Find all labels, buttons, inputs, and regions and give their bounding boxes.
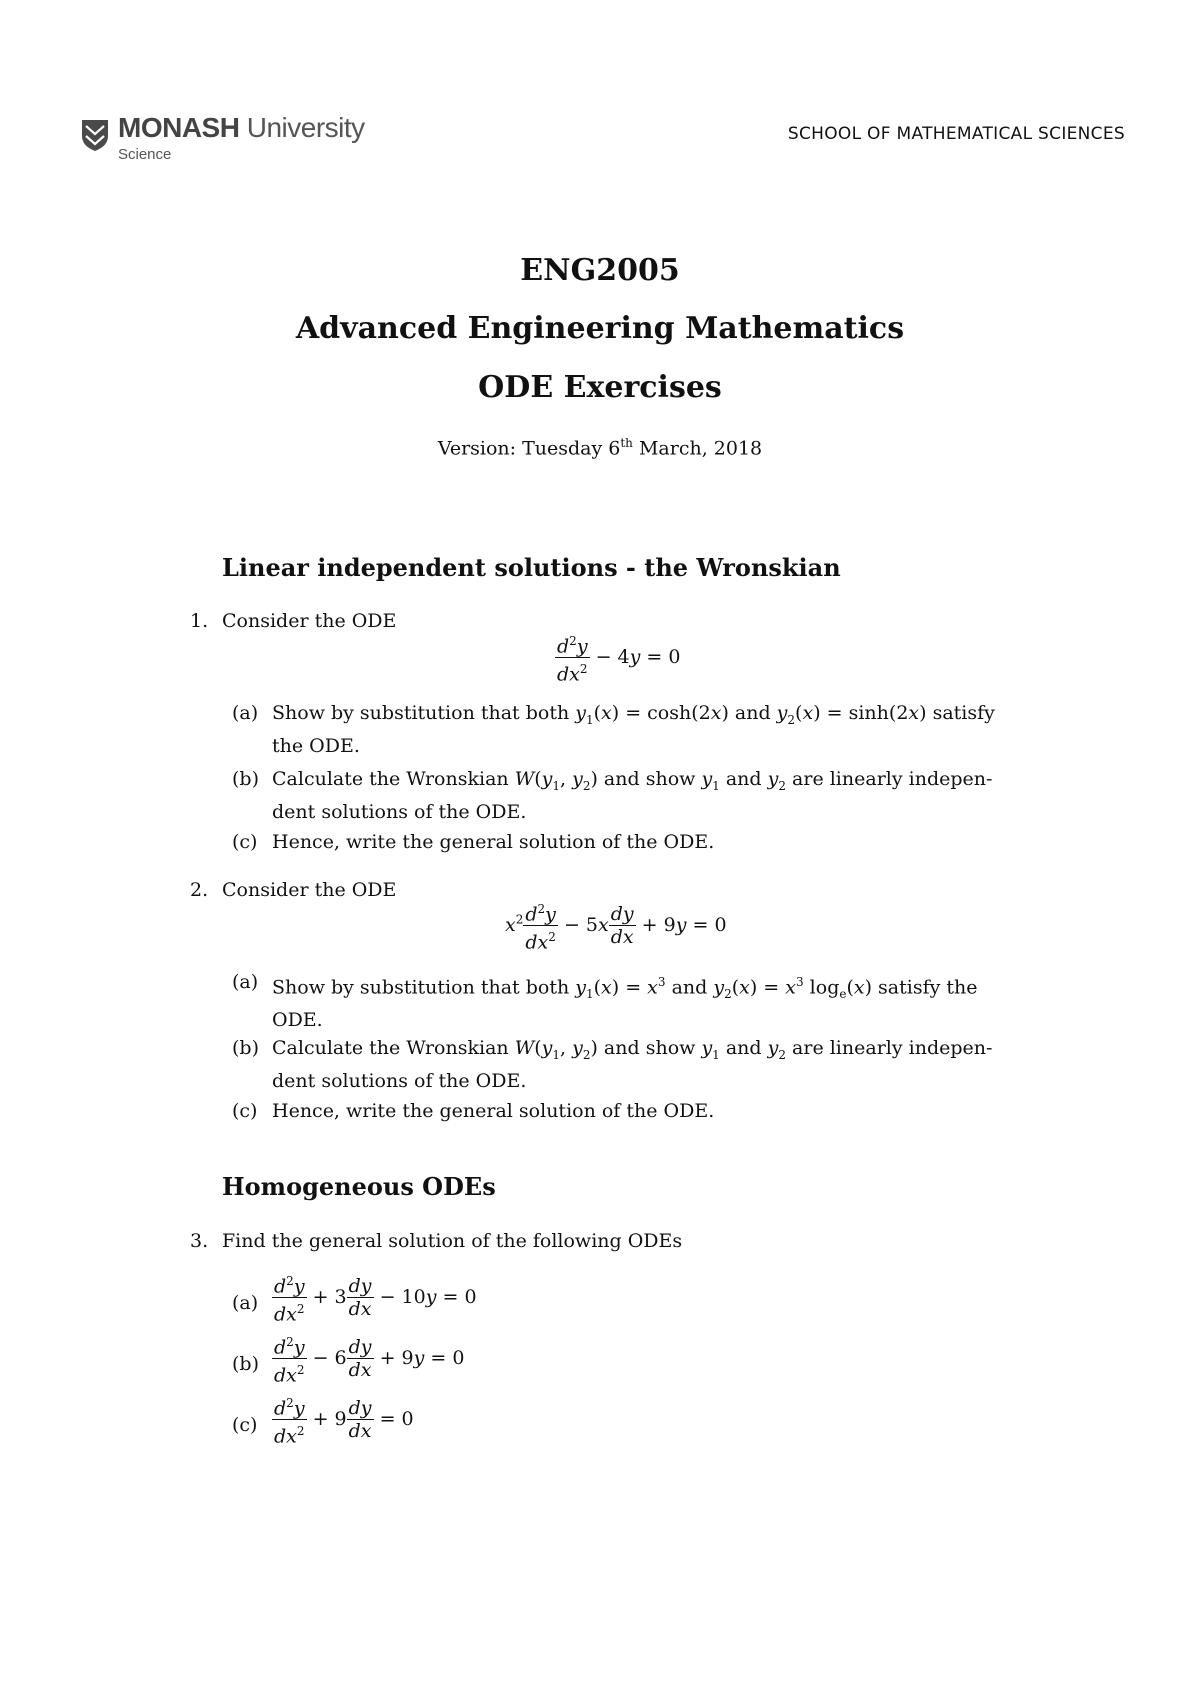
document-title: ODE Exercises bbox=[478, 370, 722, 405]
question-intro: Consider the ODE bbox=[222, 879, 397, 901]
question-number: 2. bbox=[190, 879, 209, 901]
question-intro: Find the general solution of the following ODEs bbox=[222, 1230, 683, 1252]
school-name: SCHOOL OF MATHEMATICAL SCIENCES bbox=[787, 124, 1125, 144]
equation-q3c: $\frac{d^2y}{dx^2}$ + 9 $\frac{dy}{dx}$ = 0 bbox=[274, 1396, 414, 1448]
question-intro: Consider the ODE bbox=[222, 610, 397, 632]
course-title: Advanced Engineering Mathematics bbox=[295, 311, 905, 346]
equation-q2: $x^2$ $\frac{d^2y}{dx^2}$ − 5x $\frac{dy}{dx}$ + 9y = 0 bbox=[505, 902, 727, 954]
equation-q3b: $\frac{d^2y}{dx^2}$ − 6 $\frac{dy}{dx}$ + 9y = 0 bbox=[274, 1335, 465, 1387]
logo-faculty: Science bbox=[118, 146, 172, 163]
equation-q3a: $\frac{d^2y}{dx^2}$ + 3 $\frac{dy}{dx}$ − 10y = 0 bbox=[274, 1274, 477, 1326]
monash-crest-icon bbox=[80, 118, 110, 152]
question-number: 1. bbox=[190, 610, 209, 632]
course-code: ENG2005 bbox=[520, 253, 680, 288]
section-heading-wronskian: Linear independent solutions - the Wronskian bbox=[222, 553, 841, 582]
logo-wordmark: MONASH University bbox=[118, 112, 365, 143]
section-heading-homogeneous: Homogeneous ODEs bbox=[222, 1172, 496, 1201]
equation-q1: $\frac{d^2y}{dx^2}$ − 4y = 0 bbox=[557, 634, 681, 686]
version-line: Version: Tuesday 6th March, 2018 bbox=[437, 436, 763, 460]
question-number: 3. bbox=[190, 1230, 209, 1252]
